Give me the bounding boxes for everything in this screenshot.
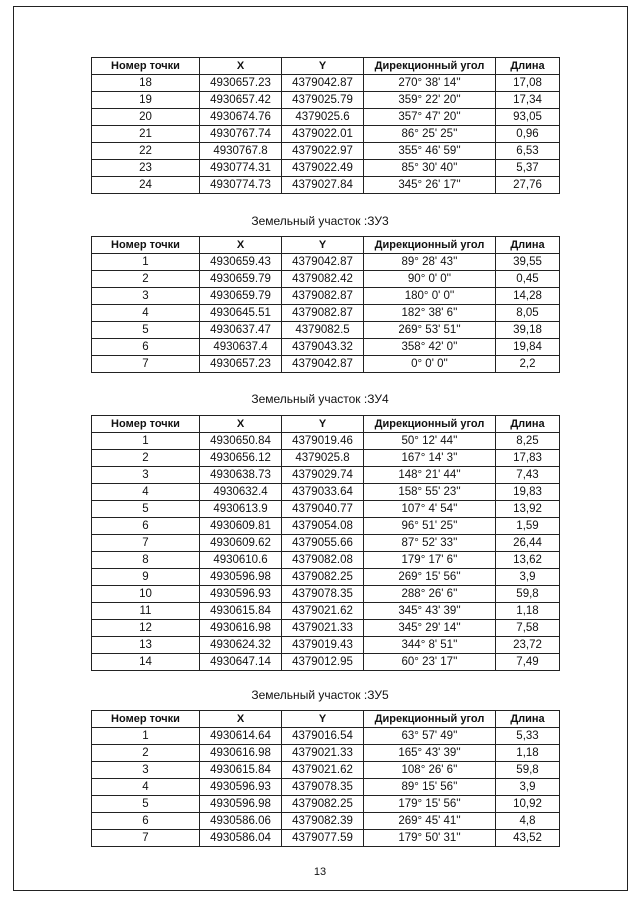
table-row xyxy=(92,501,560,518)
cell-point-number: 1 xyxy=(92,254,200,271)
cell-point-number: 1 xyxy=(92,433,200,450)
cell-length: 8,05 xyxy=(496,305,560,322)
coordinates-table-zu3 xyxy=(91,236,560,373)
cell-direction-angle: 288° 26' 6'' xyxy=(364,586,496,603)
table-row xyxy=(92,603,560,620)
table-row xyxy=(92,339,560,356)
cell-y: 4379019.43 xyxy=(282,637,364,654)
cell-y: 4379021.62 xyxy=(282,762,364,779)
cell-length: 17,34 xyxy=(496,92,560,109)
cell-y: 4379082.87 xyxy=(282,288,364,305)
table-row xyxy=(92,535,560,552)
table-row xyxy=(92,177,560,194)
table-body xyxy=(92,75,560,194)
cell-x: 4930659.79 xyxy=(200,288,282,305)
cell-length: 6,53 xyxy=(496,143,560,160)
cell-point-number: 20 xyxy=(92,109,200,126)
cell-point-number: 11 xyxy=(92,603,200,620)
cell-x: 4930659.43 xyxy=(200,254,282,271)
cell-point-number: 7 xyxy=(92,356,200,373)
header-direction-angle: Дирекционный угол xyxy=(364,237,496,254)
cell-point-number: 4 xyxy=(92,305,200,322)
cell-x: 4930586.04 xyxy=(200,830,282,847)
cell-point-number: 5 xyxy=(92,322,200,339)
cell-x: 4930657.23 xyxy=(200,75,282,92)
cell-direction-angle: 179° 50' 31'' xyxy=(364,830,496,847)
cell-point-number: 13 xyxy=(92,637,200,654)
table-row xyxy=(92,620,560,637)
cell-length: 13,92 xyxy=(496,501,560,518)
table-row xyxy=(92,305,560,322)
cell-x: 4930647.14 xyxy=(200,654,282,671)
cell-length: 0,45 xyxy=(496,271,560,288)
cell-y: 4379021.33 xyxy=(282,620,364,637)
table-row xyxy=(92,322,560,339)
cell-length: 39,18 xyxy=(496,322,560,339)
cell-point-number: 19 xyxy=(92,92,200,109)
cell-length: 19,84 xyxy=(496,339,560,356)
cell-y: 4379078.35 xyxy=(282,779,364,796)
cell-point-number: 12 xyxy=(92,620,200,637)
cell-length: 43,52 xyxy=(496,830,560,847)
cell-length: 0,96 xyxy=(496,126,560,143)
cell-x: 4930767.74 xyxy=(200,126,282,143)
cell-direction-angle: 269° 15' 56'' xyxy=(364,569,496,586)
cell-point-number: 9 xyxy=(92,569,200,586)
cell-length: 93,05 xyxy=(496,109,560,126)
cell-point-number: 10 xyxy=(92,586,200,603)
cell-point-number: 14 xyxy=(92,654,200,671)
coordinates-table-continued xyxy=(91,57,560,194)
table-row xyxy=(92,75,560,92)
table-row xyxy=(92,254,560,271)
table-row xyxy=(92,637,560,654)
cell-y: 4379082.87 xyxy=(282,305,364,322)
header-y: Y xyxy=(282,416,364,433)
cell-direction-angle: 355° 46' 59'' xyxy=(364,143,496,160)
cell-point-number: 5 xyxy=(92,796,200,813)
cell-direction-angle: 60° 23' 17'' xyxy=(364,654,496,671)
table-row xyxy=(92,467,560,484)
cell-x: 4930615.84 xyxy=(200,762,282,779)
cell-length: 1,18 xyxy=(496,745,560,762)
table-header-row xyxy=(92,237,560,254)
header-direction-angle: Дирекционный угол xyxy=(364,58,496,75)
cell-y: 4379040.77 xyxy=(282,501,364,518)
cell-point-number: 6 xyxy=(92,518,200,535)
cell-length: 59,8 xyxy=(496,762,560,779)
cell-direction-angle: 85° 30' 40'' xyxy=(364,160,496,177)
cell-length: 8,25 xyxy=(496,433,560,450)
cell-x: 4930616.98 xyxy=(200,620,282,637)
cell-x: 4930774.73 xyxy=(200,177,282,194)
cell-direction-angle: 357° 47' 20'' xyxy=(364,109,496,126)
table-row xyxy=(92,143,560,160)
table-row xyxy=(92,762,560,779)
cell-y: 4379016.54 xyxy=(282,728,364,745)
header-x: X xyxy=(200,237,282,254)
cell-point-number: 3 xyxy=(92,762,200,779)
cell-y: 4379078.35 xyxy=(282,586,364,603)
cell-direction-angle: 167° 14' 3'' xyxy=(364,450,496,467)
cell-y: 4379082.25 xyxy=(282,569,364,586)
cell-point-number: 3 xyxy=(92,288,200,305)
cell-direction-angle: 96° 51' 25'' xyxy=(364,518,496,535)
cell-direction-angle: 344° 8' 51'' xyxy=(364,637,496,654)
cell-x: 4930656.12 xyxy=(200,450,282,467)
coordinates-table-zu5 xyxy=(91,710,560,847)
table-row xyxy=(92,484,560,501)
cell-point-number: 21 xyxy=(92,126,200,143)
table-row xyxy=(92,356,560,373)
cell-y: 4379077.59 xyxy=(282,830,364,847)
table-row xyxy=(92,126,560,143)
cell-y: 4379082.25 xyxy=(282,796,364,813)
cell-direction-angle: 345° 26' 17'' xyxy=(364,177,496,194)
cell-x: 4930609.62 xyxy=(200,535,282,552)
cell-length: 3,9 xyxy=(496,569,560,586)
cell-direction-angle: 180° 0' 0'' xyxy=(364,288,496,305)
cell-y: 4379082.5 xyxy=(282,322,364,339)
cell-point-number: 7 xyxy=(92,830,200,847)
table-row xyxy=(92,830,560,847)
header-y: Y xyxy=(282,237,364,254)
header-point-number: Номер точки xyxy=(92,416,200,433)
cell-point-number: 24 xyxy=(92,177,200,194)
cell-y: 4379022.01 xyxy=(282,126,364,143)
table-body xyxy=(92,433,560,671)
cell-point-number: 4 xyxy=(92,779,200,796)
cell-point-number: 4 xyxy=(92,484,200,501)
cell-length: 7,58 xyxy=(496,620,560,637)
cell-point-number: 7 xyxy=(92,535,200,552)
header-x: X xyxy=(200,711,282,728)
table-row xyxy=(92,552,560,569)
cell-y: 4379054.08 xyxy=(282,518,364,535)
header-length: Длина xyxy=(496,58,560,75)
cell-x: 4930632.4 xyxy=(200,484,282,501)
cell-direction-angle: 89° 15' 56'' xyxy=(364,779,496,796)
cell-x: 4930774.31 xyxy=(200,160,282,177)
cell-y: 4379019.46 xyxy=(282,433,364,450)
table-row xyxy=(92,569,560,586)
cell-x: 4930657.23 xyxy=(200,356,282,373)
header-direction-angle: Дирекционный угол xyxy=(364,711,496,728)
cell-x: 4930586.06 xyxy=(200,813,282,830)
table-row xyxy=(92,109,560,126)
cell-x: 4930638.73 xyxy=(200,467,282,484)
cell-x: 4930645.51 xyxy=(200,305,282,322)
cell-direction-angle: 107° 4' 54'' xyxy=(364,501,496,518)
cell-length: 7,43 xyxy=(496,467,560,484)
cell-x: 4930674.76 xyxy=(200,109,282,126)
cell-direction-angle: 269° 45' 41'' xyxy=(364,813,496,830)
cell-length: 19,83 xyxy=(496,484,560,501)
table-row xyxy=(92,779,560,796)
cell-x: 4930614.64 xyxy=(200,728,282,745)
cell-point-number: 3 xyxy=(92,467,200,484)
cell-x: 4930637.47 xyxy=(200,322,282,339)
table-row xyxy=(92,654,560,671)
cell-x: 4930613.9 xyxy=(200,501,282,518)
cell-x: 4930596.93 xyxy=(200,586,282,603)
table-row xyxy=(92,92,560,109)
cell-x: 4930596.93 xyxy=(200,779,282,796)
table-row xyxy=(92,745,560,762)
cell-length: 17,83 xyxy=(496,450,560,467)
section-title-zu4: Земельный участок :ЗУ4 xyxy=(251,392,389,406)
cell-x: 4930615.84 xyxy=(200,603,282,620)
cell-y: 4379021.33 xyxy=(282,745,364,762)
cell-point-number: 8 xyxy=(92,552,200,569)
cell-direction-angle: 269° 53' 51'' xyxy=(364,322,496,339)
cell-x: 4930596.98 xyxy=(200,569,282,586)
cell-direction-angle: 87° 52' 33'' xyxy=(364,535,496,552)
cell-direction-angle: 148° 21' 44'' xyxy=(364,467,496,484)
cell-point-number: 2 xyxy=(92,745,200,762)
cell-length: 7,49 xyxy=(496,654,560,671)
cell-point-number: 18 xyxy=(92,75,200,92)
page-number: 13 xyxy=(313,866,327,878)
cell-direction-angle: 270° 38' 14'' xyxy=(364,75,496,92)
header-x: X xyxy=(200,416,282,433)
cell-length: 23,72 xyxy=(496,637,560,654)
cell-length: 39,55 xyxy=(496,254,560,271)
cell-x: 4930659.79 xyxy=(200,271,282,288)
cell-point-number: 23 xyxy=(92,160,200,177)
cell-y: 4379012.95 xyxy=(282,654,364,671)
cell-point-number: 2 xyxy=(92,450,200,467)
cell-direction-angle: 358° 42' 0'' xyxy=(364,339,496,356)
header-point-number: Номер точки xyxy=(92,237,200,254)
cell-x: 4930616.98 xyxy=(200,745,282,762)
cell-direction-angle: 50° 12' 44'' xyxy=(364,433,496,450)
cell-y: 4379042.87 xyxy=(282,356,364,373)
header-x: X xyxy=(200,58,282,75)
cell-length: 1,18 xyxy=(496,603,560,620)
table-header-row xyxy=(92,711,560,728)
table-row xyxy=(92,450,560,467)
coordinates-table-zu4 xyxy=(91,415,560,671)
header-point-number: Номер точки xyxy=(92,58,200,75)
cell-y: 4379022.49 xyxy=(282,160,364,177)
cell-x: 4930650.84 xyxy=(200,433,282,450)
cell-y: 4379082.42 xyxy=(282,271,364,288)
cell-direction-angle: 179° 17' 6'' xyxy=(364,552,496,569)
cell-x: 4930767.8 xyxy=(200,143,282,160)
cell-y: 4379025.8 xyxy=(282,450,364,467)
cell-length: 2,2 xyxy=(496,356,560,373)
table-row xyxy=(92,433,560,450)
cell-direction-angle: 345° 43' 39'' xyxy=(364,603,496,620)
cell-y: 4379042.87 xyxy=(282,75,364,92)
cell-length: 26,44 xyxy=(496,535,560,552)
cell-direction-angle: 179° 15' 56'' xyxy=(364,796,496,813)
cell-y: 4379021.62 xyxy=(282,603,364,620)
cell-point-number: 6 xyxy=(92,339,200,356)
table-body xyxy=(92,254,560,373)
cell-length: 5,37 xyxy=(496,160,560,177)
cell-length: 59,8 xyxy=(496,586,560,603)
cell-direction-angle: 165° 43' 39'' xyxy=(364,745,496,762)
cell-y: 4379043.32 xyxy=(282,339,364,356)
cell-point-number: 6 xyxy=(92,813,200,830)
section-title-zu3: Земельный участок :ЗУ3 xyxy=(251,214,389,228)
cell-length: 13,62 xyxy=(496,552,560,569)
cell-direction-angle: 359° 22' 20'' xyxy=(364,92,496,109)
cell-length: 27,76 xyxy=(496,177,560,194)
cell-direction-angle: 158° 55' 23'' xyxy=(364,484,496,501)
cell-direction-angle: 0° 0' 0'' xyxy=(364,356,496,373)
table-row xyxy=(92,518,560,535)
header-length: Длина xyxy=(496,416,560,433)
cell-length: 17,08 xyxy=(496,75,560,92)
table-row xyxy=(92,271,560,288)
header-point-number: Номер точки xyxy=(92,711,200,728)
table-header-row xyxy=(92,58,560,75)
cell-x: 4930609.81 xyxy=(200,518,282,535)
cell-y: 4379025.6 xyxy=(282,109,364,126)
header-y: Y xyxy=(282,711,364,728)
table-row xyxy=(92,586,560,603)
header-length: Длина xyxy=(496,237,560,254)
cell-y: 4379082.39 xyxy=(282,813,364,830)
cell-y: 4379027.84 xyxy=(282,177,364,194)
cell-y: 4379033.64 xyxy=(282,484,364,501)
cell-direction-angle: 90° 0' 0'' xyxy=(364,271,496,288)
table-body xyxy=(92,728,560,847)
cell-length: 14,28 xyxy=(496,288,560,305)
cell-y: 4379082.08 xyxy=(282,552,364,569)
cell-y: 4379022.97 xyxy=(282,143,364,160)
cell-x: 4930610.6 xyxy=(200,552,282,569)
cell-x: 4930657.42 xyxy=(200,92,282,109)
cell-direction-angle: 108° 26' 6'' xyxy=(364,762,496,779)
table-row xyxy=(92,813,560,830)
header-length: Длина xyxy=(496,711,560,728)
table-row xyxy=(92,796,560,813)
cell-x: 4930637.4 xyxy=(200,339,282,356)
cell-x: 4930624.32 xyxy=(200,637,282,654)
header-direction-angle: Дирекционный угол xyxy=(364,416,496,433)
cell-x: 4930596.98 xyxy=(200,796,282,813)
cell-direction-angle: 182° 38' 6'' xyxy=(364,305,496,322)
cell-y: 4379025.79 xyxy=(282,92,364,109)
cell-direction-angle: 89° 28' 43'' xyxy=(364,254,496,271)
cell-direction-angle: 63° 57' 49'' xyxy=(364,728,496,745)
cell-point-number: 22 xyxy=(92,143,200,160)
cell-y: 4379029.74 xyxy=(282,467,364,484)
cell-y: 4379042.87 xyxy=(282,254,364,271)
cell-point-number: 2 xyxy=(92,271,200,288)
table-header-row xyxy=(92,416,560,433)
cell-length: 5,33 xyxy=(496,728,560,745)
section-title-zu5: Земельный участок :ЗУ5 xyxy=(251,688,389,702)
cell-length: 3,9 xyxy=(496,779,560,796)
header-y: Y xyxy=(282,58,364,75)
cell-direction-angle: 86° 25' 25'' xyxy=(364,126,496,143)
cell-direction-angle: 345° 29' 14'' xyxy=(364,620,496,637)
table-row xyxy=(92,160,560,177)
cell-length: 1,59 xyxy=(496,518,560,535)
table-row xyxy=(92,288,560,305)
table-row xyxy=(92,728,560,745)
cell-length: 10,92 xyxy=(496,796,560,813)
cell-y: 4379055.66 xyxy=(282,535,364,552)
cell-point-number: 5 xyxy=(92,501,200,518)
cell-point-number: 1 xyxy=(92,728,200,745)
cell-length: 4,8 xyxy=(496,813,560,830)
